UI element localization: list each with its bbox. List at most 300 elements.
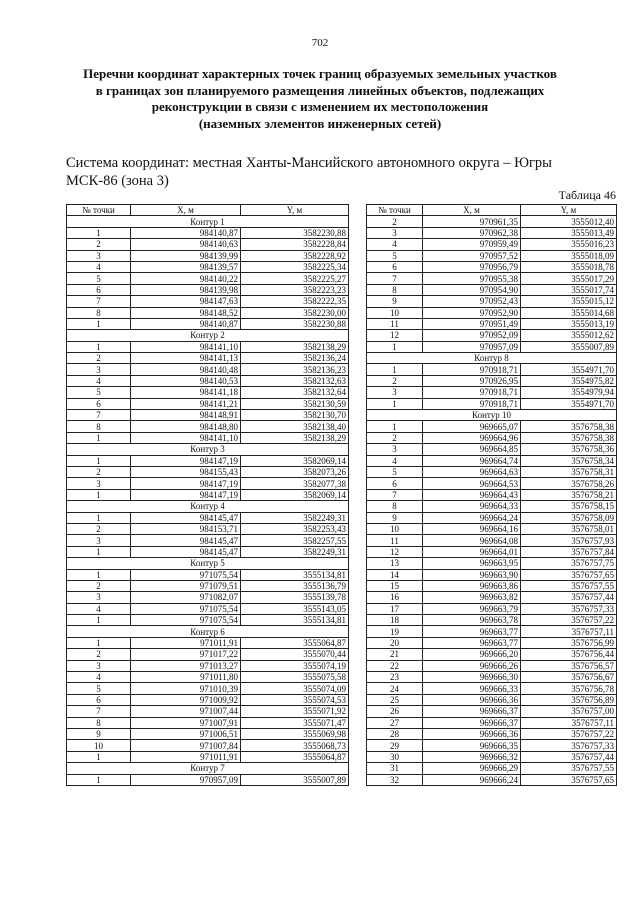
table-row — [367, 580, 617, 591]
y-coordinate-cell: 3576757,00 — [521, 706, 617, 717]
table-row — [67, 227, 349, 238]
x-coordinate-cell: 969663,86 — [423, 580, 521, 591]
title-line: (наземных элементов инженерных сетей) — [198, 115, 442, 131]
point-number-cell: 12 — [367, 330, 423, 341]
x-coordinate-cell: 971075,54 — [131, 569, 241, 580]
y-coordinate-cell: 3576757,75 — [521, 558, 617, 569]
table-row — [367, 432, 617, 443]
x-coordinate-cell: 970961,35 — [423, 216, 521, 227]
y-coordinate-cell: 3582132,63 — [241, 375, 349, 386]
x-coordinate-cell: 969666,36 — [423, 694, 521, 705]
point-number-cell: 28 — [367, 728, 423, 739]
point-number-cell: 6 — [367, 478, 423, 489]
y-coordinate-cell: 3582249,31 — [241, 512, 349, 523]
point-number-cell: 32 — [367, 774, 423, 785]
x-coordinate-cell: 970956,79 — [423, 261, 521, 272]
y-coordinate-cell: 3555064,87 — [241, 637, 349, 648]
table-row — [67, 683, 349, 694]
point-number-cell: 5 — [367, 466, 423, 477]
point-number-cell: 1 — [367, 364, 423, 375]
x-coordinate-cell: 969666,29 — [423, 763, 521, 774]
point-number-cell: 8 — [67, 717, 131, 728]
y-coordinate-cell: 3576758,38 — [521, 432, 617, 443]
x-coordinate-cell: 970962,38 — [423, 227, 521, 238]
y-coordinate-cell: 3555068,73 — [241, 740, 349, 751]
table-row — [67, 398, 349, 409]
table-row — [367, 535, 617, 546]
y-coordinate-cell: 3582230,00 — [241, 307, 349, 318]
table-row — [367, 250, 617, 261]
x-coordinate-cell: 969664,01 — [423, 546, 521, 557]
x-coordinate-cell: 969664,16 — [423, 523, 521, 534]
contour-label: Контур 2 — [67, 330, 349, 341]
x-coordinate-cell: 969664,08 — [423, 535, 521, 546]
y-coordinate-cell: 3576757,55 — [521, 580, 617, 591]
x-coordinate-cell: 984140,48 — [131, 364, 241, 375]
coordinates-table-left — [66, 204, 349, 786]
point-number-cell: 1 — [67, 637, 131, 648]
x-coordinate-cell: 970951,49 — [423, 318, 521, 329]
point-number-cell: 1 — [67, 569, 131, 580]
point-number-cell: 1 — [67, 318, 131, 329]
point-number-cell: 1 — [367, 398, 423, 409]
x-coordinate-cell: 971013,27 — [131, 660, 241, 671]
x-coordinate-cell: 969664,96 — [423, 432, 521, 443]
y-coordinate-cell: 3576757,11 — [521, 626, 617, 637]
x-coordinate-cell: 970957,09 — [131, 774, 241, 785]
table-row — [367, 239, 617, 250]
crs-line: МСК-86 (зона 3) — [66, 173, 169, 189]
table-row — [367, 466, 617, 477]
point-number-cell: 7 — [67, 706, 131, 717]
header-x: X, м — [423, 205, 521, 216]
table-row — [67, 546, 349, 557]
table-row — [367, 284, 617, 295]
table-row — [67, 569, 349, 580]
y-coordinate-cell: 3555016,23 — [521, 239, 617, 250]
x-coordinate-cell: 971009,92 — [131, 694, 241, 705]
point-number-cell: 1 — [67, 546, 131, 557]
y-coordinate-cell: 3554971,70 — [521, 398, 617, 409]
table-row — [367, 364, 617, 375]
y-coordinate-cell: 3576757,55 — [521, 763, 617, 774]
point-number-cell: 4 — [67, 603, 131, 614]
x-coordinate-cell: 970955,38 — [423, 273, 521, 284]
table-row — [367, 626, 617, 637]
x-coordinate-cell: 970926,95 — [423, 375, 521, 386]
coordinate-system-note — [66, 154, 626, 190]
contour-header-row — [67, 501, 349, 512]
y-coordinate-cell: 3555007,89 — [241, 774, 349, 785]
table-row — [67, 307, 349, 318]
x-coordinate-cell: 969666,20 — [423, 649, 521, 660]
x-coordinate-cell: 984139,98 — [131, 284, 241, 295]
y-coordinate-cell: 3555007,89 — [521, 341, 617, 352]
contour-header-row — [367, 410, 617, 421]
point-number-cell: 6 — [67, 694, 131, 705]
y-coordinate-cell: 3582069,14 — [241, 489, 349, 500]
point-number-cell: 11 — [367, 318, 423, 329]
y-coordinate-cell: 3582228,84 — [241, 239, 349, 250]
x-coordinate-cell: 970952,09 — [423, 330, 521, 341]
point-number-cell: 20 — [367, 637, 423, 648]
x-coordinate-cell: 969664,53 — [423, 478, 521, 489]
point-number-cell: 3 — [67, 592, 131, 603]
table-row — [367, 489, 617, 500]
point-number-cell: 1 — [67, 432, 131, 443]
table-row — [367, 227, 617, 238]
x-coordinate-cell: 970952,43 — [423, 296, 521, 307]
y-coordinate-cell: 3576756,44 — [521, 649, 617, 660]
table-row — [367, 569, 617, 580]
x-coordinate-cell: 984147,63 — [131, 296, 241, 307]
table-row — [367, 763, 617, 774]
y-coordinate-cell: 3582130,59 — [241, 398, 349, 409]
contour-label: Контур 1 — [67, 216, 349, 227]
x-coordinate-cell: 971075,54 — [131, 603, 241, 614]
x-coordinate-cell: 969664,85 — [423, 444, 521, 455]
table-header-row — [367, 205, 617, 216]
point-number-cell: 7 — [367, 273, 423, 284]
point-number-cell: 3 — [67, 660, 131, 671]
y-coordinate-cell: 3576758,15 — [521, 501, 617, 512]
x-coordinate-cell: 984145,47 — [131, 546, 241, 557]
table-row — [367, 615, 617, 626]
x-coordinate-cell: 969666,26 — [423, 660, 521, 671]
header-x: X, м — [131, 205, 241, 216]
point-number-cell: 1 — [67, 489, 131, 500]
x-coordinate-cell: 969663,95 — [423, 558, 521, 569]
y-coordinate-cell: 3555018,09 — [521, 250, 617, 261]
table-row — [367, 261, 617, 272]
table-row — [367, 728, 617, 739]
point-number-cell: 31 — [367, 763, 423, 774]
x-coordinate-cell: 984148,80 — [131, 421, 241, 432]
point-number-cell: 2 — [67, 649, 131, 660]
point-number-cell: 25 — [367, 694, 423, 705]
point-number-cell: 4 — [67, 375, 131, 386]
table-row — [67, 603, 349, 614]
point-number-cell: 3 — [67, 535, 131, 546]
y-coordinate-cell: 3576756,78 — [521, 683, 617, 694]
table-row — [367, 512, 617, 523]
x-coordinate-cell: 971082,07 — [131, 592, 241, 603]
title-line: в границах зон планируемого размещения линейных объектов, подлежащих — [95, 82, 545, 98]
table-row — [67, 717, 349, 728]
table-row — [367, 296, 617, 307]
point-number-cell: 2 — [67, 239, 131, 250]
contour-label: Контур 7 — [67, 763, 349, 774]
y-coordinate-cell: 3576757,65 — [521, 569, 617, 580]
x-coordinate-cell: 969666,37 — [423, 706, 521, 717]
y-coordinate-cell: 3576757,93 — [521, 535, 617, 546]
x-coordinate-cell: 969663,82 — [423, 592, 521, 603]
y-coordinate-cell: 3576757,44 — [521, 751, 617, 762]
table-row — [67, 615, 349, 626]
table-label: Таблица 46 — [558, 188, 616, 202]
table-row — [67, 239, 349, 250]
table-row — [67, 774, 349, 785]
x-coordinate-cell: 969663,90 — [423, 569, 521, 580]
point-number-cell: 2 — [67, 466, 131, 477]
point-number-cell: 2 — [67, 580, 131, 591]
x-coordinate-cell: 969666,33 — [423, 683, 521, 694]
contour-label: Контур 10 — [367, 410, 617, 421]
point-number-cell: 4 — [367, 455, 423, 466]
point-number-cell: 30 — [367, 751, 423, 762]
table-row — [67, 523, 349, 534]
table-row — [367, 318, 617, 329]
coordinates-table-right — [366, 204, 617, 786]
table-row — [67, 694, 349, 705]
point-number-cell: 13 — [367, 558, 423, 569]
header-y: Y, м — [521, 205, 617, 216]
x-coordinate-cell: 984139,57 — [131, 261, 241, 272]
table-row — [367, 387, 617, 398]
x-coordinate-cell: 969666,24 — [423, 774, 521, 785]
point-number-cell: 9 — [367, 512, 423, 523]
y-coordinate-cell: 3576757,22 — [521, 615, 617, 626]
y-coordinate-cell: 3555017,74 — [521, 284, 617, 295]
point-number-cell: 4 — [67, 261, 131, 272]
point-number-cell: 6 — [367, 261, 423, 272]
x-coordinate-cell: 971075,54 — [131, 615, 241, 626]
contour-header-row — [67, 763, 349, 774]
x-coordinate-cell: 971007,44 — [131, 706, 241, 717]
table-row — [367, 455, 617, 466]
point-number-cell: 8 — [367, 284, 423, 295]
x-coordinate-cell: 984147,19 — [131, 489, 241, 500]
y-coordinate-cell: 3576756,57 — [521, 660, 617, 671]
contour-header-row — [67, 444, 349, 455]
table-row — [367, 523, 617, 534]
table-row — [367, 330, 617, 341]
x-coordinate-cell: 969663,77 — [423, 637, 521, 648]
point-number-cell: 1 — [67, 341, 131, 352]
y-coordinate-cell: 3582138,29 — [241, 341, 349, 352]
point-number-cell: 3 — [67, 250, 131, 261]
point-number-cell: 29 — [367, 740, 423, 751]
x-coordinate-cell: 970952,90 — [423, 307, 521, 318]
table-row — [67, 649, 349, 660]
y-coordinate-cell: 3555014,68 — [521, 307, 617, 318]
y-coordinate-cell: 3582069,14 — [241, 455, 349, 466]
point-number-cell: 5 — [367, 250, 423, 261]
y-coordinate-cell: 3555013,49 — [521, 227, 617, 238]
header-y: Y, м — [241, 205, 349, 216]
x-coordinate-cell: 969666,35 — [423, 740, 521, 751]
y-coordinate-cell: 3555074,53 — [241, 694, 349, 705]
table-row — [67, 318, 349, 329]
y-coordinate-cell: 3582130,70 — [241, 410, 349, 421]
y-coordinate-cell: 3582136,23 — [241, 364, 349, 375]
y-coordinate-cell: 3576758,26 — [521, 478, 617, 489]
x-coordinate-cell: 984140,22 — [131, 273, 241, 284]
table-row — [67, 284, 349, 295]
y-coordinate-cell: 3576757,22 — [521, 728, 617, 739]
point-number-cell: 14 — [367, 569, 423, 580]
x-coordinate-cell: 971006,51 — [131, 728, 241, 739]
y-coordinate-cell: 3576757,44 — [521, 592, 617, 603]
x-coordinate-cell: 970957,52 — [423, 250, 521, 261]
y-coordinate-cell: 3576758,38 — [521, 421, 617, 432]
contour-label: Контур 3 — [67, 444, 349, 455]
x-coordinate-cell: 969664,24 — [423, 512, 521, 523]
point-number-cell: 21 — [367, 649, 423, 660]
y-coordinate-cell: 3576757,65 — [521, 774, 617, 785]
x-coordinate-cell: 971011,91 — [131, 751, 241, 762]
y-coordinate-cell: 3576757,84 — [521, 546, 617, 557]
y-coordinate-cell: 3555143,05 — [241, 603, 349, 614]
y-coordinate-cell: 3555064,87 — [241, 751, 349, 762]
point-number-cell: 12 — [367, 546, 423, 557]
point-number-cell: 1 — [67, 751, 131, 762]
x-coordinate-cell: 971007,91 — [131, 717, 241, 728]
table-row — [67, 432, 349, 443]
point-number-cell: 4 — [367, 239, 423, 250]
y-coordinate-cell: 3555074,19 — [241, 660, 349, 671]
table-row — [367, 717, 617, 728]
table-row — [67, 455, 349, 466]
y-coordinate-cell: 3576758,01 — [521, 523, 617, 534]
x-coordinate-cell: 969664,63 — [423, 466, 521, 477]
document-title — [30, 66, 610, 132]
y-coordinate-cell: 3576758,34 — [521, 455, 617, 466]
x-coordinate-cell: 984140,87 — [131, 318, 241, 329]
y-coordinate-cell: 3555070,44 — [241, 649, 349, 660]
table-row — [367, 421, 617, 432]
point-number-cell: 5 — [67, 273, 131, 284]
table-row — [67, 728, 349, 739]
point-number-cell: 7 — [67, 410, 131, 421]
x-coordinate-cell: 970954,90 — [423, 284, 521, 295]
table-row — [67, 387, 349, 398]
table-row — [367, 683, 617, 694]
point-number-cell: 1 — [67, 455, 131, 466]
point-number-cell: 2 — [367, 375, 423, 386]
y-coordinate-cell: 3582136,24 — [241, 353, 349, 364]
table-row — [67, 637, 349, 648]
x-coordinate-cell: 984140,63 — [131, 239, 241, 250]
point-number-cell: 1 — [67, 227, 131, 238]
table-row — [367, 341, 617, 352]
point-number-cell: 10 — [367, 307, 423, 318]
y-coordinate-cell: 3582138,40 — [241, 421, 349, 432]
y-coordinate-cell: 3582138,29 — [241, 432, 349, 443]
table-row — [367, 375, 617, 386]
x-coordinate-cell: 971010,39 — [131, 683, 241, 694]
x-coordinate-cell: 969663,78 — [423, 615, 521, 626]
table-row — [67, 751, 349, 762]
point-number-cell: 15 — [367, 580, 423, 591]
table-row — [67, 478, 349, 489]
y-coordinate-cell: 3554979,94 — [521, 387, 617, 398]
table-row — [367, 501, 617, 512]
point-number-cell: 3 — [67, 478, 131, 489]
table-header-row — [67, 205, 349, 216]
y-coordinate-cell: 3582222,35 — [241, 296, 349, 307]
point-number-cell: 8 — [67, 421, 131, 432]
point-number-cell: 1 — [67, 774, 131, 785]
x-coordinate-cell: 984147,19 — [131, 478, 241, 489]
y-coordinate-cell: 3555071,47 — [241, 717, 349, 728]
table-row — [367, 216, 617, 227]
table-row — [367, 774, 617, 785]
x-coordinate-cell: 969666,36 — [423, 728, 521, 739]
y-coordinate-cell: 3582225,34 — [241, 261, 349, 272]
table-row — [67, 273, 349, 284]
point-number-cell: 11 — [367, 535, 423, 546]
page-number: 702 — [311, 37, 329, 49]
table-row — [67, 410, 349, 421]
table-row — [67, 250, 349, 261]
table-row — [367, 694, 617, 705]
x-coordinate-cell: 969663,79 — [423, 603, 521, 614]
table-row — [67, 740, 349, 751]
y-coordinate-cell: 3555139,78 — [241, 592, 349, 603]
x-coordinate-cell: 984155,43 — [131, 466, 241, 477]
contour-header-row — [67, 216, 349, 227]
y-coordinate-cell: 3554971,70 — [521, 364, 617, 375]
x-coordinate-cell: 969664,43 — [423, 489, 521, 500]
x-coordinate-cell: 969665,07 — [423, 421, 521, 432]
x-coordinate-cell: 969664,74 — [423, 455, 521, 466]
point-number-cell: 3 — [67, 364, 131, 375]
table-row — [67, 580, 349, 591]
point-number-cell: 9 — [67, 728, 131, 739]
table-row — [367, 706, 617, 717]
x-coordinate-cell: 984141,13 — [131, 353, 241, 364]
x-coordinate-cell: 971011,91 — [131, 637, 241, 648]
contour-header-row — [67, 330, 349, 341]
y-coordinate-cell: 3582230,88 — [241, 227, 349, 238]
table-row — [367, 546, 617, 557]
y-coordinate-cell: 3576758,36 — [521, 444, 617, 455]
contour-header-row — [67, 558, 349, 569]
y-coordinate-cell: 3555013,19 — [521, 318, 617, 329]
contour-header-row — [67, 626, 349, 637]
x-coordinate-cell: 969664,33 — [423, 501, 521, 512]
y-coordinate-cell: 3582225,27 — [241, 273, 349, 284]
y-coordinate-cell: 3555012,62 — [521, 330, 617, 341]
y-coordinate-cell: 3555075,58 — [241, 672, 349, 683]
table-row — [367, 672, 617, 683]
point-number-cell: 22 — [367, 660, 423, 671]
x-coordinate-cell: 984141,21 — [131, 398, 241, 409]
table-row — [67, 466, 349, 477]
table-row — [67, 421, 349, 432]
table-row — [367, 740, 617, 751]
header-point: № точки — [67, 205, 131, 216]
x-coordinate-cell: 971007,84 — [131, 740, 241, 751]
x-coordinate-cell: 969663,77 — [423, 626, 521, 637]
point-number-cell: 8 — [367, 501, 423, 512]
y-coordinate-cell: 3582223,23 — [241, 284, 349, 295]
y-coordinate-cell: 3555134,81 — [241, 569, 349, 580]
x-coordinate-cell: 984145,47 — [131, 512, 241, 523]
y-coordinate-cell: 3576756,67 — [521, 672, 617, 683]
point-number-cell: 3 — [367, 227, 423, 238]
table-row — [67, 512, 349, 523]
table-row — [367, 603, 617, 614]
x-coordinate-cell: 970957,09 — [423, 341, 521, 352]
y-coordinate-cell: 3582230,88 — [241, 318, 349, 329]
y-coordinate-cell: 3576756,99 — [521, 637, 617, 648]
x-coordinate-cell: 984140,53 — [131, 375, 241, 386]
point-number-cell: 5 — [67, 387, 131, 398]
y-coordinate-cell: 3576758,31 — [521, 466, 617, 477]
y-coordinate-cell: 3582132,64 — [241, 387, 349, 398]
